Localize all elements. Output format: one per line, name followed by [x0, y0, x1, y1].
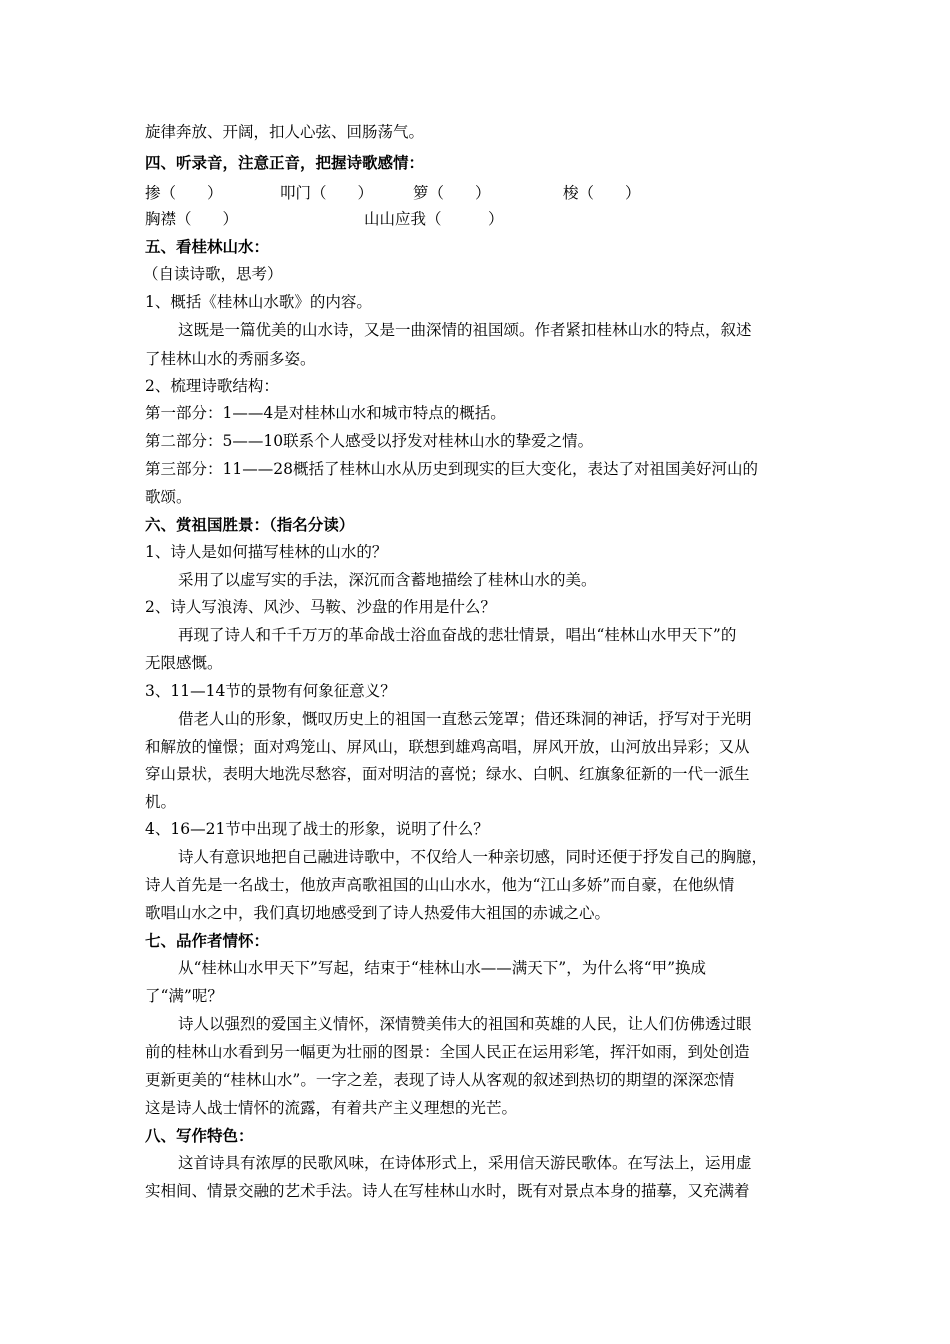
text-line: 这是诗人战士情怀的流露，有着共产主义理想的光芒。	[145, 1099, 518, 1117]
answer-line: 这既是一篇优美的山水诗，又是一曲深情的祖国颂。作者紧扣桂林山水的特点，叙述	[178, 321, 752, 339]
text-line: 第二部分：5——10联系个人感受以抒发对桂林山水的挚爱之情。	[145, 432, 594, 450]
pinyin-item-6: 山山应我（ ）	[364, 210, 504, 228]
text-line: 前的桂林山水看到另一幅更为壮丽的图景：全国人民正在运用彩笔，挥汗如雨，到处创造	[145, 1043, 750, 1061]
text-line: 更新更美的“桂林山水”。一字之差，表现了诗人从客观的叙述到热切的期望的深深恋情	[145, 1071, 735, 1089]
pinyin-item-3: 箩（ ）	[413, 184, 491, 202]
pinyin-item-2: 叩门（ ）	[280, 184, 374, 202]
answer-line: 穿山景状，表明大地洗尽愁容，面对明洁的喜悦；绿水、白帆、红旗象征新的一代一派生	[145, 765, 750, 783]
question-line: 1、概括《桂林山水歌》的内容。	[145, 293, 372, 311]
answer-line: 无限感慨。	[145, 654, 223, 672]
question-line: 1、诗人是如何描写桂林的山水的？	[145, 543, 388, 561]
question-line: 2、梳理诗歌结构：	[145, 377, 279, 395]
answer-line: 机。	[145, 793, 177, 811]
pinyin-item-1: 掺（ ）	[145, 184, 223, 202]
answer-line: 诗人有意识地把自己融进诗歌中，不仅给人一种亲切感，同时还便于抒发自己的胸臆，	[178, 848, 768, 866]
text-line: 第一部分：1——4是对桂林山水和城市特点的概括。	[145, 404, 506, 422]
pinyin-item-5: 胸襟（ ）	[145, 210, 239, 228]
text-line: 第三部分：11——28概括了桂林山水从历史到现实的巨大变化，表达了对祖国美好河山的	[145, 460, 758, 478]
text-line: 旋律奔放、开阔，扣人心弦、回肠荡气。	[145, 123, 425, 141]
question-line: 2、诗人写浪涛、风沙、马鞍、沙盘的作用是什么？	[145, 598, 496, 616]
answer-line: 歌唱山水之中，我们真切地感受到了诗人热爱伟大祖国的赤诚之心。	[145, 904, 611, 922]
section-heading-6: 六、赏祖国胜景：（指名分读）	[145, 515, 355, 534]
answer-line: 和解放的憧憬；面对鸡笼山、屏风山，联想到雄鸡高唱，屏风开放，山河放出异彩；又从	[145, 738, 750, 756]
section-heading-4: 四、听录音，注意正音，把握诗歌感情：	[145, 153, 425, 172]
text-line: 诗人以强烈的爱国主义情怀，深情赞美伟大的祖国和英雄的人民，让人们仿佛透过眼	[178, 1015, 752, 1033]
section-heading-7: 七、品作者情怀：	[145, 931, 270, 950]
answer-line: 了桂林山水的秀丽多姿。	[145, 350, 316, 368]
answer-line: 诗人首先是一名战士，他放声高歌祖国的山山水水，他为“江山多娇”而自豪，在他纵情	[145, 876, 735, 894]
answer-line: 再现了诗人和千千万万的革命战士浴血奋战的悲壮情景，唱出“桂林山水甲天下”的	[178, 626, 737, 644]
text-line: 实相间、情景交融的艺术手法。诗人在写桂林山水时，既有对景点本身的描摹，又充满着	[145, 1182, 750, 1200]
text-line: 从“桂林山水甲天下”写起，结束于“桂林山水——满天下”，为什么将“甲”换成	[178, 959, 707, 977]
question-line: 4、16—21节中出现了战士的形象，说明了什么？	[145, 820, 489, 838]
question-line: 3、11—14节的景物有何象征意义？	[145, 682, 396, 700]
answer-line: 采用了以虚写实的手法，深沉而含蓄地描绘了桂林山水的美。	[178, 571, 597, 589]
pinyin-item-4: 梭（ ）	[563, 184, 641, 202]
text-line: 歌颂。	[145, 488, 192, 506]
text-line: （自读诗歌，思考）	[143, 265, 283, 283]
text-line: 了“满”呢？	[145, 987, 223, 1005]
answer-line: 借老人山的形象，慨叹历史上的祖国一直愁云笼罩；借还珠洞的神话，抒写对于光明	[178, 710, 752, 728]
text-line: 这首诗具有浓厚的民歌风味，在诗体形式上，采用信天游民歌体。在写法上，运用虚	[178, 1154, 752, 1172]
section-heading-8: 八、写作特色：	[145, 1126, 254, 1145]
section-heading-5: 五、看桂林山水：	[145, 237, 270, 256]
